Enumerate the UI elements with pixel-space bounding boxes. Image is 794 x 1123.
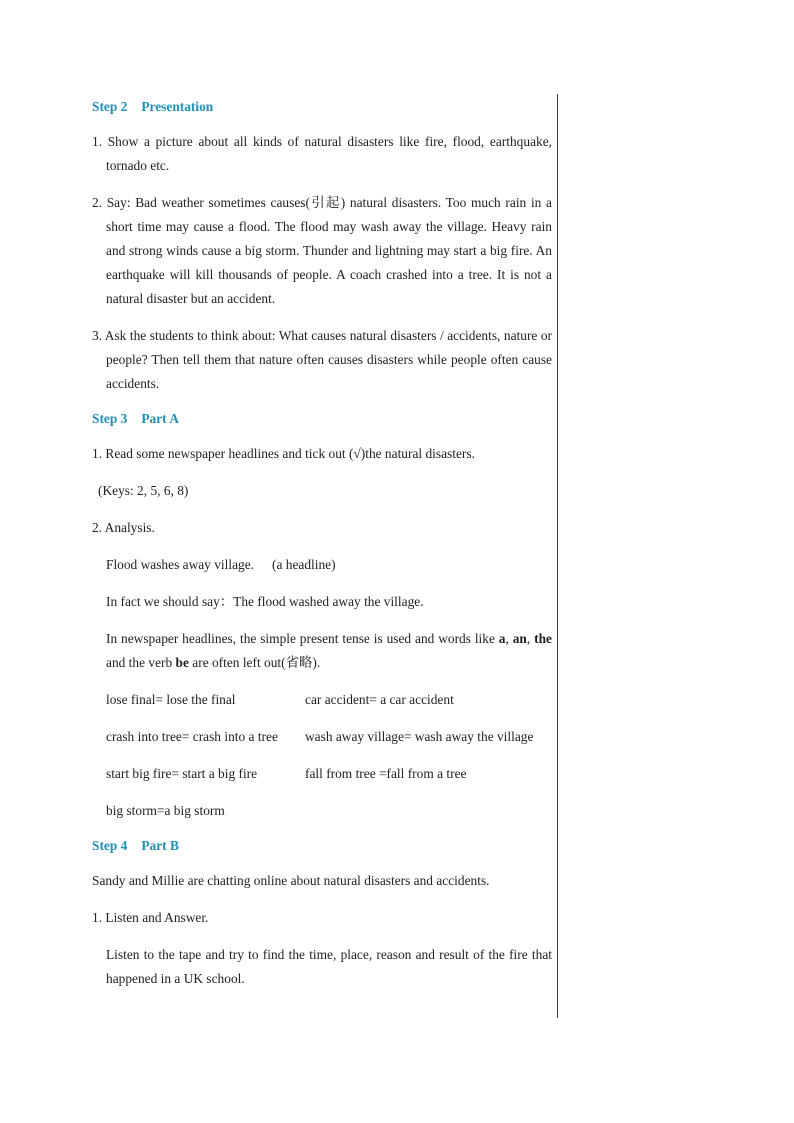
step-3-heading: Step 3 Part A	[92, 411, 179, 426]
step-2-item-2: 2. Say: Bad weather sometimes causes(引起) natural disasters. Too much rain in a short time may cause a flood. The flood may wash away the village. Heavy rain and strong winds cause a big storm. Thunder and lightning may start a big fire. An earthquake will kill thousands of people. A coach crashed into a tree. It is not a natural disaster but an accident.	[92, 195, 552, 306]
step-3-item-2: 2. Analysis.	[92, 520, 155, 535]
step-4-heading: Step 4 Part B	[92, 838, 179, 853]
example-pair-row: crash into tree= crash into a tree wash away village= wash away the village	[106, 729, 534, 744]
example-last: big storm=a big storm	[106, 803, 225, 818]
correct-sentence: In fact we should say：The flood washed away the village.	[106, 594, 424, 609]
step-4-intro: Sandy and Millie are chatting online about natural disasters and accidents.	[92, 873, 490, 888]
answer-keys: (Keys: 2, 5, 6, 8)	[98, 483, 189, 498]
example-pair-row: start big fire= start a big fire fall from tree =fall from a tree	[106, 766, 467, 781]
step-2-item-1: 1. Show a picture about all kinds of natural disasters like fire, flood, earthquake, tornado etc.	[92, 134, 552, 173]
step-2-heading: Step 2 Presentation	[92, 99, 214, 114]
step-4-item-1: 1. Listen and Answer.	[92, 910, 209, 925]
step-3-item-1: 1. Read some newspaper headlines and tick out (√)the natural disasters.	[92, 446, 475, 461]
column-divider	[557, 94, 558, 1018]
listening-task: Listen to the tape and try to find the time, place, reason and result of the fire that happened in a UK school.	[106, 947, 552, 986]
step-2-item-3: 3. Ask the students to think about: What causes natural disasters / accidents, nature or people? Then tell them that nature often causes disasters while people often cause accidents.	[92, 328, 552, 391]
headline-rule: In newspaper headlines, the simple present tense is used and words like a, an, the and the verb be are often left out(省略).	[106, 631, 552, 670]
document-body	[92, 97, 552, 1004]
headline-example: Flood washes away village. (a headline)	[106, 557, 336, 572]
example-pair-row: lose final= lose the final car accident= a car accident	[106, 692, 454, 707]
